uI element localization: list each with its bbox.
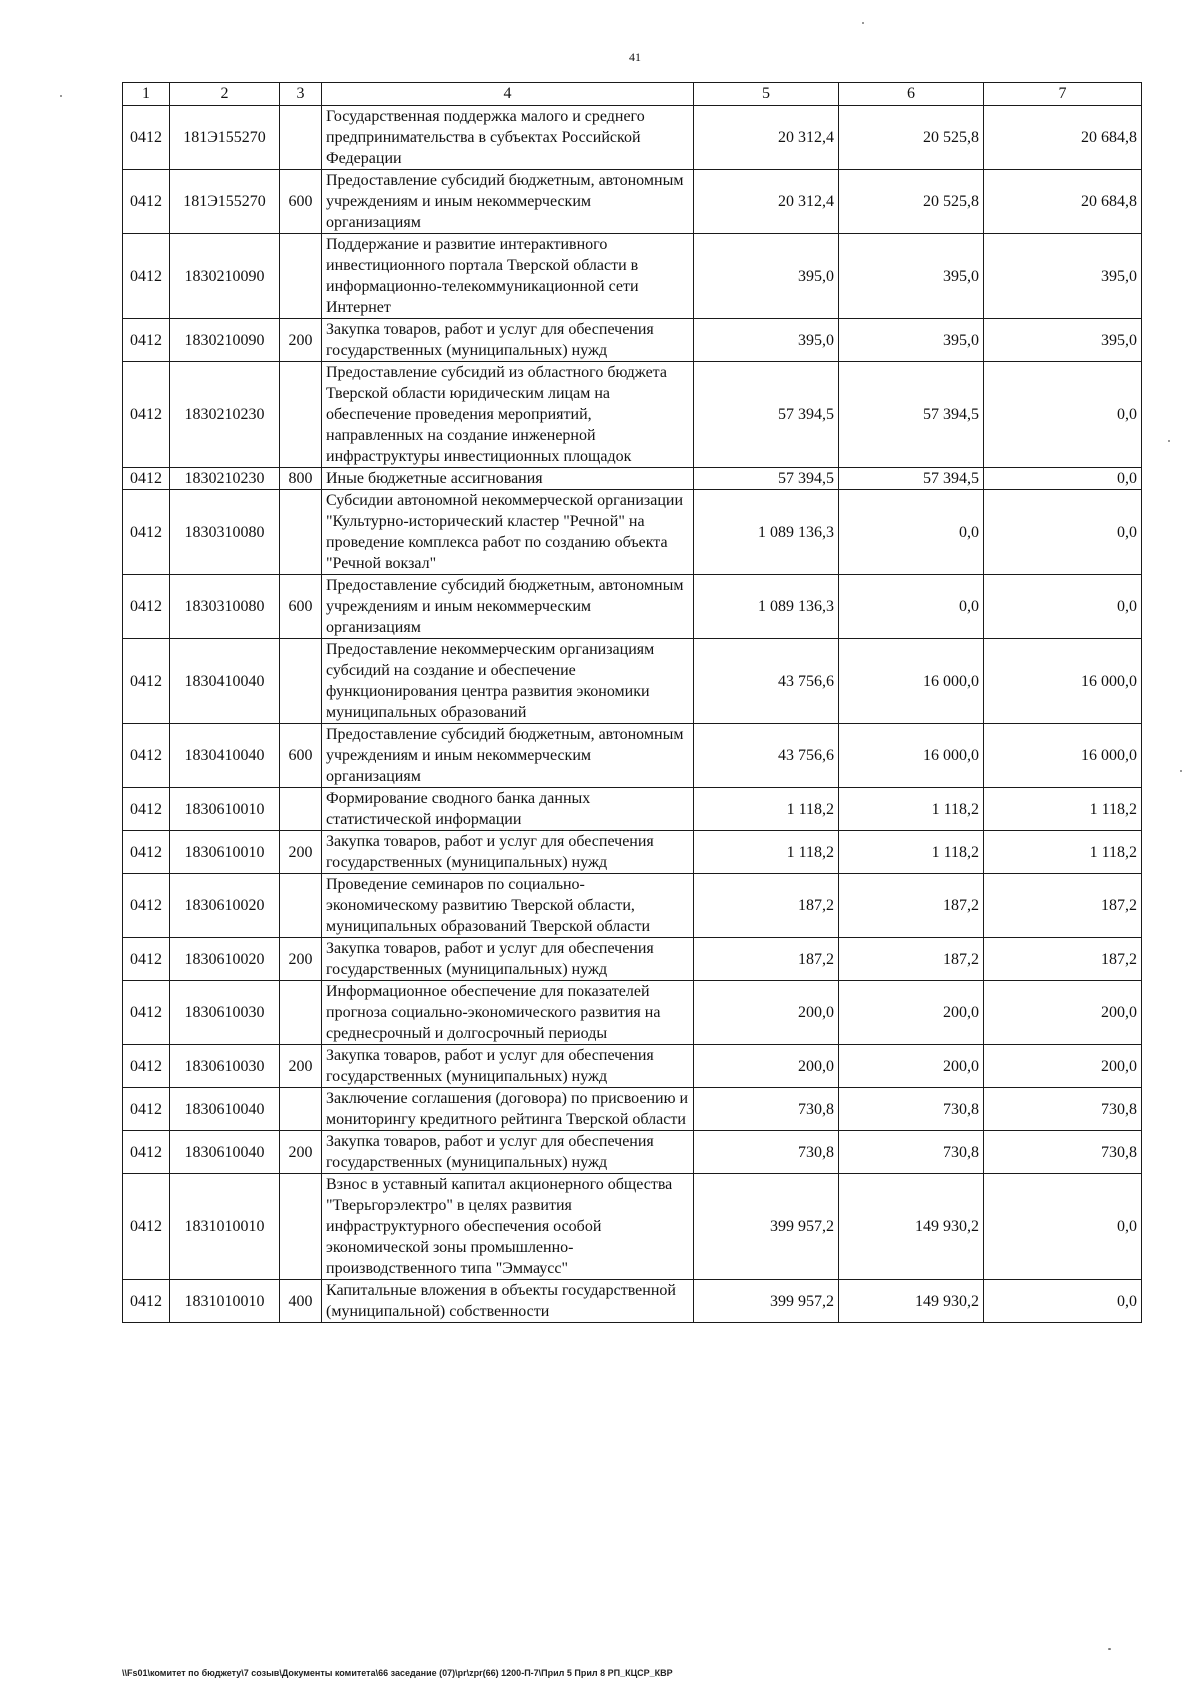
expense-type-code: 600 [280, 170, 322, 234]
table-row [123, 170, 1142, 234]
target-article-code: 1830210090 [170, 319, 280, 362]
amount-col6: 0,0 [839, 490, 984, 575]
amount-col5: 730,8 [694, 1088, 839, 1131]
table-row [123, 724, 1142, 788]
section-code: 0412 [123, 1174, 170, 1280]
amount-col6: 730,8 [839, 1088, 984, 1131]
expense-type-code [280, 106, 322, 170]
amount-col6: 1 118,2 [839, 831, 984, 874]
amount-col5: 57 394,5 [694, 468, 839, 490]
item-name: Проведение семинаров по социально-экономическому развитию Тверской области, муниципальных образований Тверской области [322, 874, 694, 938]
amount-col7: 0,0 [984, 575, 1142, 639]
column-header: 5 [694, 83, 839, 106]
expense-type-code: 600 [280, 724, 322, 788]
target-article-code: 1830410040 [170, 724, 280, 788]
section-code: 0412 [123, 490, 170, 575]
section-code: 0412 [123, 362, 170, 468]
table-row [123, 319, 1142, 362]
target-article-code: 1830610010 [170, 831, 280, 874]
amount-col5: 1 089 136,3 [694, 490, 839, 575]
table-row [123, 831, 1142, 874]
expense-type-code [280, 788, 322, 831]
table-row [123, 362, 1142, 468]
expense-type-code: 200 [280, 1045, 322, 1088]
amount-col5: 395,0 [694, 319, 839, 362]
expense-type-code [280, 639, 322, 724]
amount-col7: 1 118,2 [984, 831, 1142, 874]
item-name: Предоставление субсидий бюджетным, автономным учреждениям и иным некоммерческим организациям [322, 170, 694, 234]
table-row [123, 1045, 1142, 1088]
table-row [123, 788, 1142, 831]
table-row [123, 1131, 1142, 1174]
column-header: 4 [322, 83, 694, 106]
item-name: Субсидии автономной некоммерческой организации "Культурно-исторический кластер "Речной" на проведение комплекса работ по созданию объекта "Речной вокзал" [322, 490, 694, 575]
amount-col6: 395,0 [839, 234, 984, 319]
amount-col5: 395,0 [694, 234, 839, 319]
scan-speck [1108, 1648, 1111, 1650]
section-code: 0412 [123, 1131, 170, 1174]
scan-speck [1180, 770, 1182, 772]
amount-col7: 187,2 [984, 874, 1142, 938]
section-code: 0412 [123, 234, 170, 319]
target-article-code: 1830310080 [170, 575, 280, 639]
amount-col7: 730,8 [984, 1088, 1142, 1131]
table-row [123, 106, 1142, 170]
item-name: Формирование сводного банка данных статистической информации [322, 788, 694, 831]
item-name: Закупка товаров, работ и услуг для обеспечения государственных (муниципальных) нужд [322, 1131, 694, 1174]
target-article-code: 1830210090 [170, 234, 280, 319]
table-row [123, 490, 1142, 575]
table-row [123, 1280, 1142, 1323]
amount-col6: 149 930,2 [839, 1174, 984, 1280]
column-header: 2 [170, 83, 280, 106]
table-row [123, 575, 1142, 639]
amount-col6: 200,0 [839, 1045, 984, 1088]
amount-col5: 20 312,4 [694, 170, 839, 234]
target-article-code: 1830210230 [170, 468, 280, 490]
section-code: 0412 [123, 724, 170, 788]
budget-table [122, 82, 1142, 1323]
section-code: 0412 [123, 1280, 170, 1323]
amount-col7: 187,2 [984, 938, 1142, 981]
target-article-code: 1830210230 [170, 362, 280, 468]
header-row [123, 83, 1142, 106]
amount-col6: 187,2 [839, 874, 984, 938]
target-article-code: 1830610020 [170, 874, 280, 938]
section-code: 0412 [123, 575, 170, 639]
amount-col6: 395,0 [839, 319, 984, 362]
amount-col5: 200,0 [694, 1045, 839, 1088]
section-code: 0412 [123, 1088, 170, 1131]
amount-col7: 0,0 [984, 490, 1142, 575]
table-body [123, 106, 1142, 1323]
amount-col5: 1 118,2 [694, 788, 839, 831]
item-name: Закупка товаров, работ и услуг для обеспечения государственных (муниципальных) нужд [322, 319, 694, 362]
section-code: 0412 [123, 788, 170, 831]
section-code: 0412 [123, 319, 170, 362]
target-article-code: 1830610040 [170, 1088, 280, 1131]
section-code: 0412 [123, 981, 170, 1045]
amount-col5: 43 756,6 [694, 724, 839, 788]
item-name: Взнос в уставный капитал акционерного общества "Тверьгорэлектро" в целях развития инфраструктурного обеспечения особой экономической зоны промышленно-производственного типа "Эммаусс" [322, 1174, 694, 1280]
section-code: 0412 [123, 1045, 170, 1088]
amount-col6: 1 118,2 [839, 788, 984, 831]
target-article-code: 1830310080 [170, 490, 280, 575]
item-name: Поддержание и развитие интерактивного инвестиционного портала Тверской области в информационно-телекоммуникационной сети Интернет [322, 234, 694, 319]
amount-col7: 20 684,8 [984, 106, 1142, 170]
expense-type-code: 600 [280, 575, 322, 639]
item-name: Предоставление субсидий бюджетным, автономным учреждениям и иным некоммерческим организациям [322, 575, 694, 639]
scan-speck [1168, 440, 1170, 442]
expense-type-code [280, 490, 322, 575]
target-article-code: 1831010010 [170, 1280, 280, 1323]
target-article-code: 1831010010 [170, 1174, 280, 1280]
column-header: 7 [984, 83, 1142, 106]
item-name: Государственная поддержка малого и среднего предпринимательства в субъектах Российской Федерации [322, 106, 694, 170]
section-code: 0412 [123, 468, 170, 490]
section-code: 0412 [123, 874, 170, 938]
amount-col7: 200,0 [984, 1045, 1142, 1088]
amount-col7: 1 118,2 [984, 788, 1142, 831]
amount-col6: 187,2 [839, 938, 984, 981]
amount-col7: 0,0 [984, 468, 1142, 490]
table-row [123, 1174, 1142, 1280]
amount-col6: 16 000,0 [839, 724, 984, 788]
expense-type-code: 200 [280, 319, 322, 362]
table-row [123, 981, 1142, 1045]
target-article-code: 181Э155270 [170, 106, 280, 170]
expense-type-code [280, 1088, 322, 1131]
target-article-code: 1830610030 [170, 981, 280, 1045]
section-code: 0412 [123, 106, 170, 170]
expense-type-code [280, 1174, 322, 1280]
page-number: 41 [629, 50, 641, 64]
expense-type-code [280, 981, 322, 1045]
expense-type-code: 800 [280, 468, 322, 490]
amount-col7: 0,0 [984, 1280, 1142, 1323]
amount-col7: 200,0 [984, 981, 1142, 1045]
amount-col7: 395,0 [984, 319, 1142, 362]
scan-speck [862, 22, 864, 24]
amount-col6: 57 394,5 [839, 362, 984, 468]
target-article-code: 1830610030 [170, 1045, 280, 1088]
expense-type-code: 200 [280, 938, 322, 981]
table-row [123, 468, 1142, 490]
table-row [123, 874, 1142, 938]
amount-col6: 57 394,5 [839, 468, 984, 490]
amount-col5: 730,8 [694, 1131, 839, 1174]
table-row [123, 234, 1142, 319]
amount-col7: 16 000,0 [984, 639, 1142, 724]
amount-col6: 20 525,8 [839, 170, 984, 234]
target-article-code: 1830610040 [170, 1131, 280, 1174]
column-header: 3 [280, 83, 322, 106]
section-code: 0412 [123, 938, 170, 981]
amount-col5: 399 957,2 [694, 1174, 839, 1280]
target-article-code: 1830610020 [170, 938, 280, 981]
target-article-code: 181Э155270 [170, 170, 280, 234]
expense-type-code: 200 [280, 1131, 322, 1174]
file-path-footer: \\Fs01\комитет по бюджету\7 созыв\Документы комитета\66 заседание (07)\pr\zpr(66) 1200-П-7\Прил 5 Прил 8 РП_КЦСР_КВР [122, 1668, 673, 1678]
expense-type-code [280, 874, 322, 938]
target-article-code: 1830410040 [170, 639, 280, 724]
table-row [123, 938, 1142, 981]
amount-col7: 0,0 [984, 1174, 1142, 1280]
amount-col6: 16 000,0 [839, 639, 984, 724]
item-name: Заключение соглашения (договора) по присвоению и мониторингу кредитного рейтинга Тверской области [322, 1088, 694, 1131]
expense-type-code: 400 [280, 1280, 322, 1323]
item-name: Предоставление субсидий из областного бюджета Тверской области юридическим лицам на обеспечение проведения мероприятий, направленных на создание инженерной инфраструктуры инвестиционных площадок [322, 362, 694, 468]
item-name: Иные бюджетные ассигнования [322, 468, 694, 490]
amount-col5: 187,2 [694, 874, 839, 938]
amount-col7: 20 684,8 [984, 170, 1142, 234]
section-code: 0412 [123, 170, 170, 234]
amount-col7: 730,8 [984, 1131, 1142, 1174]
amount-col7: 0,0 [984, 362, 1142, 468]
item-name: Предоставление субсидий бюджетным, автономным учреждениям и иным некоммерческим организациям [322, 724, 694, 788]
item-name: Закупка товаров, работ и услуг для обеспечения государственных (муниципальных) нужд [322, 831, 694, 874]
amount-col6: 200,0 [839, 981, 984, 1045]
expense-type-code: 200 [280, 831, 322, 874]
amount-col5: 1 089 136,3 [694, 575, 839, 639]
item-name: Предоставление некоммерческим организациям субсидий на создание и обеспечение функционирования центра развития экономики муниципальных образований [322, 639, 694, 724]
amount-col5: 20 312,4 [694, 106, 839, 170]
expense-type-code [280, 234, 322, 319]
amount-col5: 43 756,6 [694, 639, 839, 724]
target-article-code: 1830610010 [170, 788, 280, 831]
item-name: Капитальные вложения в объекты государственной (муниципальной) собственности [322, 1280, 694, 1323]
amount-col5: 200,0 [694, 981, 839, 1045]
column-header: 6 [839, 83, 984, 106]
expense-type-code [280, 362, 322, 468]
amount-col5: 57 394,5 [694, 362, 839, 468]
amount-col7: 16 000,0 [984, 724, 1142, 788]
item-name: Закупка товаров, работ и услуг для обеспечения государственных (муниципальных) нужд [322, 1045, 694, 1088]
amount-col6: 0,0 [839, 575, 984, 639]
amount-col7: 395,0 [984, 234, 1142, 319]
amount-col5: 187,2 [694, 938, 839, 981]
section-code: 0412 [123, 639, 170, 724]
table-row [123, 1088, 1142, 1131]
amount-col5: 1 118,2 [694, 831, 839, 874]
item-name: Закупка товаров, работ и услуг для обеспечения государственных (муниципальных) нужд [322, 938, 694, 981]
scan-speck [60, 95, 62, 97]
table-row [123, 639, 1142, 724]
column-header: 1 [123, 83, 170, 106]
section-code: 0412 [123, 831, 170, 874]
amount-col6: 149 930,2 [839, 1280, 984, 1323]
amount-col5: 399 957,2 [694, 1280, 839, 1323]
amount-col6: 730,8 [839, 1131, 984, 1174]
item-name: Информационное обеспечение для показателей прогноза социально-экономического развития на среднесрочный и долгосрочный периоды [322, 981, 694, 1045]
amount-col6: 20 525,8 [839, 106, 984, 170]
